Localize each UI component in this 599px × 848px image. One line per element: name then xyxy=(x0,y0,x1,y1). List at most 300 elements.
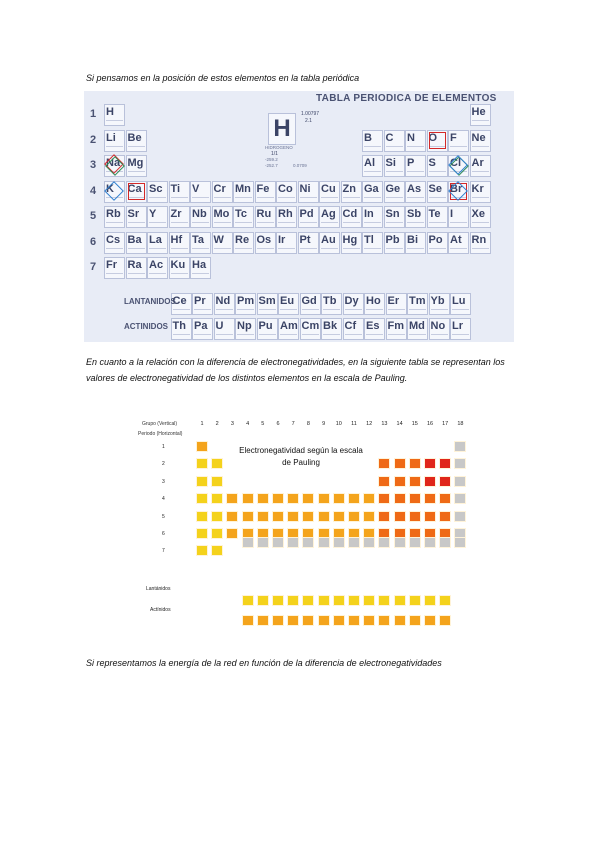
element-details xyxy=(431,334,448,338)
electronegativity-cell xyxy=(363,615,375,626)
element-cell-bi xyxy=(405,232,426,254)
element-cell-pa xyxy=(192,318,213,340)
element-symbol: Dy xyxy=(344,295,359,307)
highlight-square-o xyxy=(429,132,446,149)
electronegativity-cell xyxy=(409,511,421,522)
electronegativity-cell xyxy=(454,537,466,548)
element-details xyxy=(386,171,403,175)
element-cell-pt xyxy=(298,232,319,254)
group-number: 18 xyxy=(457,421,464,427)
electronegativity-cell xyxy=(302,493,314,504)
paragraph-intro: Si pensamos en la posición de estos elementos en la tabla periódica xyxy=(86,73,360,83)
element-symbol: Tl xyxy=(364,233,374,246)
element-cell-os xyxy=(255,232,276,254)
electronegativity-cell xyxy=(257,615,269,626)
electronegativity-cell xyxy=(378,595,390,606)
electronegativity-cell xyxy=(211,493,223,504)
element-details xyxy=(257,197,274,201)
element-symbol: Cu xyxy=(321,182,336,195)
element-details xyxy=(472,146,489,150)
electronegativity-cell xyxy=(409,595,421,606)
element-cell-sn xyxy=(384,206,405,228)
element-details xyxy=(409,309,426,313)
element-cell-w xyxy=(212,232,233,254)
electronegativity-cell xyxy=(196,528,208,539)
element-cell-se xyxy=(427,181,448,203)
group-number: 6 xyxy=(276,421,280,427)
electronegativity-cell xyxy=(226,528,238,539)
element-symbol: Ha xyxy=(192,259,207,271)
element-details xyxy=(171,248,188,252)
element-symbol: Li xyxy=(106,131,116,144)
element-symbol: U xyxy=(215,320,224,332)
element-symbol: At xyxy=(450,233,462,246)
element-symbol: Tm xyxy=(409,295,426,307)
element-symbol: Si xyxy=(385,157,396,169)
element-details xyxy=(407,197,424,201)
element-details xyxy=(192,273,209,277)
element-cell-ir xyxy=(276,232,297,254)
element-cell-th xyxy=(171,318,192,340)
element-details xyxy=(278,222,295,226)
electronegativity-cell xyxy=(302,595,314,606)
element-details xyxy=(450,146,467,150)
group-number: 12 xyxy=(366,421,373,427)
element-symbol: H xyxy=(106,106,114,118)
element-cell-hg xyxy=(341,232,362,254)
element-cell-ku xyxy=(169,257,190,279)
element-symbol: Ra xyxy=(127,259,142,271)
electronegativity-cell xyxy=(439,476,451,487)
electronegativity-cell xyxy=(196,458,208,469)
period-number: 5 xyxy=(89,210,97,222)
element-cell-ne xyxy=(470,130,491,152)
element-details xyxy=(302,309,319,313)
element-details xyxy=(472,120,489,124)
element-symbol: Md xyxy=(409,320,425,332)
element-details xyxy=(128,171,145,175)
electronegativity-cell xyxy=(439,537,451,548)
element-details xyxy=(472,171,489,175)
electronegativity-cell xyxy=(272,595,284,606)
electronegativity-cell xyxy=(302,615,314,626)
electronegativity-cell xyxy=(318,615,330,626)
element-cell-f xyxy=(448,130,469,152)
element-cell-mo xyxy=(212,206,233,228)
element-cell-es xyxy=(364,318,385,340)
element-symbol: Ac xyxy=(149,259,164,271)
element-cell-re xyxy=(233,232,254,254)
element-details xyxy=(388,334,405,338)
element-cell-he xyxy=(470,104,491,126)
element-symbol: Na xyxy=(106,157,121,169)
element-cell-sm xyxy=(257,293,278,315)
element-cell-xe xyxy=(470,206,491,228)
electronegativity-cell xyxy=(196,545,208,556)
element-cell-lr xyxy=(450,318,471,340)
electronegativity-cell xyxy=(348,537,360,548)
en-title-line1: Electronegatividad según la escala xyxy=(239,446,363,455)
electronegativity-cell xyxy=(226,511,238,522)
element-details xyxy=(171,273,188,277)
group-number: 5 xyxy=(261,421,265,427)
element-details xyxy=(366,334,383,338)
electronegativity-cell xyxy=(424,493,436,504)
element-symbol: Ru xyxy=(256,208,272,220)
element-symbol: Pb xyxy=(385,233,400,246)
element-details xyxy=(366,309,383,313)
electronegativity-cell xyxy=(409,537,421,548)
element-details xyxy=(237,309,254,313)
element-cell-cr xyxy=(212,181,233,203)
element-details xyxy=(364,171,381,175)
element-cell-pr xyxy=(192,293,213,315)
element-details xyxy=(345,334,362,338)
legend-name: HIDROGENO xyxy=(265,145,293,150)
electronegativity-cell xyxy=(439,493,451,504)
group-number: 13 xyxy=(381,421,388,427)
electronegativity-cell xyxy=(257,537,269,548)
element-cell-co xyxy=(276,181,297,203)
element-symbol: Cl xyxy=(450,157,461,169)
element-details xyxy=(472,197,489,201)
element-details xyxy=(128,146,145,150)
element-symbol: Rh xyxy=(278,208,293,220)
electronegativity-cell xyxy=(302,537,314,548)
element-cell-tb xyxy=(321,293,342,315)
element-symbol: Th xyxy=(172,320,186,332)
group-number: 17 xyxy=(442,421,449,427)
element-cell-b xyxy=(362,130,383,152)
element-cell-fr xyxy=(104,257,125,279)
element-symbol: Tc xyxy=(235,208,248,220)
electronegativity-cell xyxy=(424,615,436,626)
element-details xyxy=(472,248,489,252)
electronegativity-cell xyxy=(378,537,390,548)
element-details xyxy=(407,248,424,252)
element-symbol: Sn xyxy=(385,208,400,220)
element-cell-zn xyxy=(341,181,362,203)
element-cell-dy xyxy=(343,293,364,315)
electronegativity-cell xyxy=(439,458,451,469)
element-details xyxy=(128,248,145,252)
element-cell-ni xyxy=(298,181,319,203)
element-symbol: Rn xyxy=(471,233,487,246)
electronegativity-cell xyxy=(454,511,466,522)
legend-mass: 1.00797 xyxy=(301,111,320,117)
group-number: 10 xyxy=(335,421,342,427)
element-details xyxy=(106,248,123,252)
en-actinides-label: Actínidos xyxy=(150,607,171,613)
element-symbol: Am xyxy=(280,320,298,332)
electronegativity-cell xyxy=(242,537,254,548)
electronegativity-figure xyxy=(138,415,468,625)
element-symbol: Yb xyxy=(430,295,445,307)
element-cell-ba xyxy=(126,232,147,254)
electronegativity-cell xyxy=(318,493,330,504)
electronegativity-cell xyxy=(242,615,254,626)
element-symbol: Sm xyxy=(258,295,276,307)
actinides-label: ACTINIDOS xyxy=(124,322,168,331)
element-symbol: Ge xyxy=(385,182,401,195)
element-cell-ru xyxy=(255,206,276,228)
element-symbol: Sc xyxy=(149,182,163,195)
element-details xyxy=(278,248,295,252)
element-symbol: Ag xyxy=(321,208,336,220)
element-cell-s xyxy=(427,155,448,177)
element-cell-no xyxy=(429,318,450,340)
element-symbol: Nb xyxy=(192,208,207,220)
element-symbol: Au xyxy=(321,233,336,246)
group-number: 1 xyxy=(200,421,204,427)
element-details xyxy=(343,222,360,226)
electronegativity-cell xyxy=(454,476,466,487)
electronegativity-cell xyxy=(424,537,436,548)
element-cell-ho xyxy=(364,293,385,315)
element-details xyxy=(386,146,403,150)
electronegativity-cell xyxy=(409,615,421,626)
element-cell-te xyxy=(427,206,448,228)
element-details xyxy=(149,197,166,201)
element-symbol: Pa xyxy=(194,320,208,332)
element-symbol: Ho xyxy=(366,295,381,307)
group-number: 3 xyxy=(230,421,234,427)
element-symbol: Sb xyxy=(407,208,422,220)
electronegativity-cell xyxy=(333,537,345,548)
element-details xyxy=(452,334,469,338)
electronegativity-cell xyxy=(394,511,406,522)
element-cell-md xyxy=(407,318,428,340)
element-details xyxy=(192,248,209,252)
element-details xyxy=(106,222,123,226)
element-details xyxy=(259,309,276,313)
element-symbol: Kr xyxy=(471,182,484,195)
element-cell-fe xyxy=(255,181,276,203)
period-number: 7 xyxy=(162,548,165,555)
en-lanthanides-label: Lantánidos xyxy=(146,586,171,592)
element-symbol: B xyxy=(364,131,372,144)
legend-symbol: H xyxy=(268,113,296,145)
element-symbol: Ku xyxy=(170,259,186,271)
element-symbol: Eu xyxy=(280,295,295,307)
element-cell-mg xyxy=(126,155,147,177)
electronegativity-cell xyxy=(211,528,223,539)
element-details xyxy=(106,273,123,277)
electronegativity-cell xyxy=(409,493,421,504)
electronegativity-cell xyxy=(287,615,299,626)
group-number: 2 xyxy=(215,421,219,427)
element-cell-al xyxy=(362,155,383,177)
electronegativity-cell xyxy=(211,511,223,522)
element-symbol: Rb xyxy=(106,208,121,220)
element-symbol: Ir xyxy=(278,233,286,246)
element-symbol: W xyxy=(213,233,224,246)
electronegativity-cell xyxy=(272,493,284,504)
electronegativity-cell xyxy=(348,595,360,606)
element-details xyxy=(345,309,362,313)
element-symbol: Fm xyxy=(387,320,404,332)
electronegativity-cell xyxy=(424,511,436,522)
element-details xyxy=(149,222,166,226)
element-symbol: Ni xyxy=(299,182,311,195)
element-details xyxy=(106,146,123,150)
element-details xyxy=(321,248,338,252)
element-cell-pd xyxy=(298,206,319,228)
element-details xyxy=(429,197,446,201)
element-details xyxy=(429,248,446,252)
element-details xyxy=(364,222,381,226)
element-symbol: N xyxy=(407,131,415,144)
element-symbol: Pd xyxy=(299,208,314,220)
element-symbol: Br xyxy=(450,182,463,195)
element-details xyxy=(173,334,190,338)
electronegativity-cell xyxy=(409,476,421,487)
element-cell-ti xyxy=(169,181,190,203)
element-symbol: Mo xyxy=(213,208,230,220)
element-details xyxy=(171,197,188,201)
electronegativity-cell xyxy=(363,537,375,548)
electronegativity-cell xyxy=(363,511,375,522)
element-cell-ga xyxy=(362,181,383,203)
element-symbol: K xyxy=(106,182,114,195)
electronegativity-cell xyxy=(242,595,254,606)
element-symbol: Np xyxy=(237,320,252,332)
element-symbol: Cs xyxy=(106,233,121,246)
group-number: 11 xyxy=(351,421,357,427)
period-number: 1 xyxy=(89,108,97,120)
element-cell-i xyxy=(448,206,469,228)
element-cell-cs xyxy=(104,232,125,254)
element-cell-n xyxy=(405,130,426,152)
electronegativity-cell xyxy=(394,458,406,469)
element-cell-sb xyxy=(405,206,426,228)
element-cell-sr xyxy=(126,206,147,228)
element-symbol: Pu xyxy=(258,320,273,332)
element-symbol: Zn xyxy=(342,182,356,195)
electronegativity-cell xyxy=(242,493,254,504)
element-details xyxy=(386,248,403,252)
electronegativity-cell xyxy=(394,476,406,487)
period-number: 4 xyxy=(162,496,165,503)
element-details xyxy=(149,273,166,277)
element-details xyxy=(106,120,123,124)
group-number: 14 xyxy=(396,421,403,427)
element-symbol: Fr xyxy=(106,259,117,271)
element-cell-y xyxy=(147,206,168,228)
element-details xyxy=(386,197,403,201)
element-details xyxy=(388,309,405,313)
element-cell-pu xyxy=(257,318,278,340)
electronegativity-cell xyxy=(378,493,390,504)
element-cell-rb xyxy=(104,206,125,228)
element-symbol: Gd xyxy=(301,295,317,307)
element-details xyxy=(343,197,360,201)
element-symbol: In xyxy=(364,208,374,220)
element-symbol: C xyxy=(385,131,394,144)
electronegativity-title xyxy=(226,445,376,469)
electronegativity-cell xyxy=(454,493,466,504)
element-cell-np xyxy=(235,318,256,340)
element-symbol: Ar xyxy=(471,157,484,169)
electronegativity-cell xyxy=(394,537,406,548)
element-details xyxy=(214,222,231,226)
element-cell-gd xyxy=(300,293,321,315)
element-details xyxy=(450,248,467,252)
electronegativity-cell xyxy=(333,615,345,626)
electronegativity-cell xyxy=(196,476,208,487)
group-number: 15 xyxy=(411,421,418,427)
element-cell-nb xyxy=(190,206,211,228)
element-symbol: Cm xyxy=(301,320,320,332)
element-symbol: Be xyxy=(127,131,142,144)
element-details xyxy=(214,248,231,252)
element-cell-cm xyxy=(300,318,321,340)
electronegativity-cell xyxy=(272,511,284,522)
element-cell-fm xyxy=(386,318,407,340)
element-cell-rn xyxy=(470,232,491,254)
electronegativity-cell xyxy=(378,511,390,522)
element-details xyxy=(302,334,319,338)
group-number: 8 xyxy=(306,421,310,427)
element-cell-zr xyxy=(169,206,190,228)
element-cell-nd xyxy=(214,293,235,315)
element-details xyxy=(323,334,340,338)
paragraph-electronegativity: En cuanto a la relación con la diferencia de electronegatividades, en la siguiente tabla se representan los valores de electronegatividad de los distintos elementos en la escala de Pauling. xyxy=(86,357,505,383)
element-cell-ta xyxy=(190,232,211,254)
element-symbol: Ti xyxy=(170,182,181,195)
periodic-table-title: TABLA PERIODICA DE ELEMENTOS xyxy=(316,93,497,104)
electronegativity-cell xyxy=(318,595,330,606)
legend-charge: 1/1 xyxy=(271,151,278,157)
element-symbol: Pt xyxy=(299,233,311,246)
electronegativity-cell xyxy=(378,476,390,487)
electronegativity-cell xyxy=(318,537,330,548)
electronegativity-cell xyxy=(287,595,299,606)
element-cell-po xyxy=(427,232,448,254)
element-details xyxy=(237,334,254,338)
element-details xyxy=(472,222,489,226)
electronegativity-cell xyxy=(439,595,451,606)
group-number: 4 xyxy=(246,421,250,427)
electronegativity-cell xyxy=(424,476,436,487)
electronegativity-cell xyxy=(226,493,238,504)
element-cell-tc xyxy=(233,206,254,228)
electronegativity-cell xyxy=(348,493,360,504)
element-details xyxy=(128,222,145,226)
element-details xyxy=(407,146,424,150)
element-symbol: Lr xyxy=(452,320,463,332)
element-symbol: As xyxy=(407,182,422,195)
element-cell-li xyxy=(104,130,125,152)
element-cell-ha xyxy=(190,257,211,279)
element-details xyxy=(257,248,274,252)
electronegativity-cell xyxy=(272,615,284,626)
element-symbol: Ta xyxy=(192,233,205,246)
element-details xyxy=(407,222,424,226)
element-cell-am xyxy=(278,318,299,340)
element-symbol: Pr xyxy=(194,295,206,307)
element-details xyxy=(280,309,297,313)
element-details xyxy=(259,334,276,338)
element-details xyxy=(235,248,252,252)
element-symbol: Tb xyxy=(323,295,337,307)
element-details xyxy=(407,171,424,175)
highlight-square-ca xyxy=(128,183,145,200)
element-cell-pb xyxy=(384,232,405,254)
element-symbol: Mn xyxy=(235,182,251,195)
electronegativity-cell xyxy=(363,493,375,504)
electronegativity-cell xyxy=(394,493,406,504)
